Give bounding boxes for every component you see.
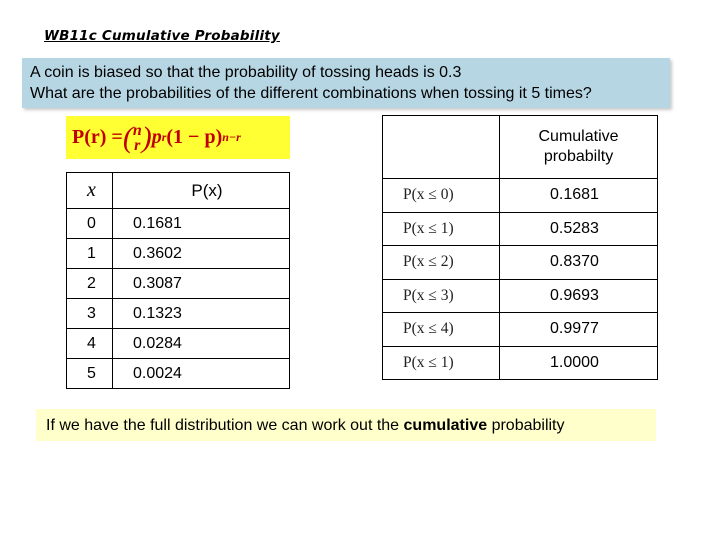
question-line-1: A coin is biased so that the probability of tossing heads is 0.3 [30, 64, 462, 81]
table-row [67, 209, 290, 239]
binomial-coefficient: ( n r ) [122, 120, 152, 154]
cumulative-header-line-1: Cumulative [538, 128, 619, 145]
row-x: 0 [67, 209, 113, 239]
cumulative-header-row [383, 116, 658, 179]
row-x: 4 [67, 329, 113, 359]
table-row [383, 246, 658, 280]
row-p: 0.3087 [113, 269, 290, 299]
cumulative-label: P(x ≤ 1) [383, 346, 500, 380]
table-row [67, 269, 290, 299]
cumulative-value: 0.9977 [500, 313, 658, 347]
cumulative-header-blank [383, 116, 500, 179]
binom-bottom: r [134, 136, 141, 154]
table-row [67, 329, 290, 359]
table-row [383, 212, 658, 246]
table-row [67, 239, 290, 269]
note-box [36, 409, 656, 441]
header-px: P(x) [113, 173, 290, 209]
cumulative-header-line-2: probabilty [543, 148, 614, 165]
cumulative-value: 0.9693 [500, 279, 658, 313]
row-p: 0.1323 [113, 299, 290, 329]
note-suffix: probability [487, 417, 565, 434]
row-x: 3 [67, 299, 113, 329]
formula-factor: (1 − p) [166, 126, 223, 148]
formula-factor-exponent: n−r [222, 130, 241, 144]
cumulative-value: 1.0000 [500, 346, 658, 380]
formula-lhs: P(r) = [72, 126, 123, 148]
row-p: 0.3602 [113, 239, 290, 269]
cumulative-label: P(x ≤ 3) [383, 279, 500, 313]
distribution-table [66, 172, 290, 389]
page-title: WB11c Cumulative Probability [44, 28, 280, 44]
table-row [383, 279, 658, 313]
table-row [67, 299, 290, 329]
row-p: 0.1681 [113, 209, 290, 239]
binomial-formula [66, 116, 290, 159]
cumulative-table [382, 115, 658, 380]
cumulative-value: 0.1681 [500, 179, 658, 213]
question-line-2: What are the probabilities of the different combinations when tossing it 5 times? [30, 85, 592, 102]
table-row [383, 179, 658, 213]
cumulative-label: P(x ≤ 2) [383, 246, 500, 280]
note-prefix: If we have the full distribution we can work out the [46, 417, 404, 434]
row-x: 2 [67, 269, 113, 299]
table-row [67, 359, 290, 389]
header-x: x [67, 173, 113, 209]
cumulative-value: 0.8370 [500, 246, 658, 280]
formula-p: p [151, 126, 162, 148]
note-bold: cumulative [403, 417, 488, 434]
row-p: 0.0024 [113, 359, 290, 389]
cumulative-label: P(x ≤ 1) [383, 212, 500, 246]
formula-p-exponent: r [161, 130, 167, 144]
cumulative-label: P(x ≤ 0) [383, 179, 500, 213]
row-x: 1 [67, 239, 113, 269]
cumulative-value: 0.5283 [500, 212, 658, 246]
table-row [383, 346, 658, 380]
row-p: 0.0284 [113, 329, 290, 359]
row-x: 5 [67, 359, 113, 389]
table-header-row [67, 173, 290, 209]
cumulative-label: P(x ≤ 4) [383, 313, 500, 347]
cumulative-header [500, 116, 658, 179]
binom-top: n [132, 121, 142, 139]
question-box [22, 58, 670, 108]
table-row [383, 313, 658, 347]
